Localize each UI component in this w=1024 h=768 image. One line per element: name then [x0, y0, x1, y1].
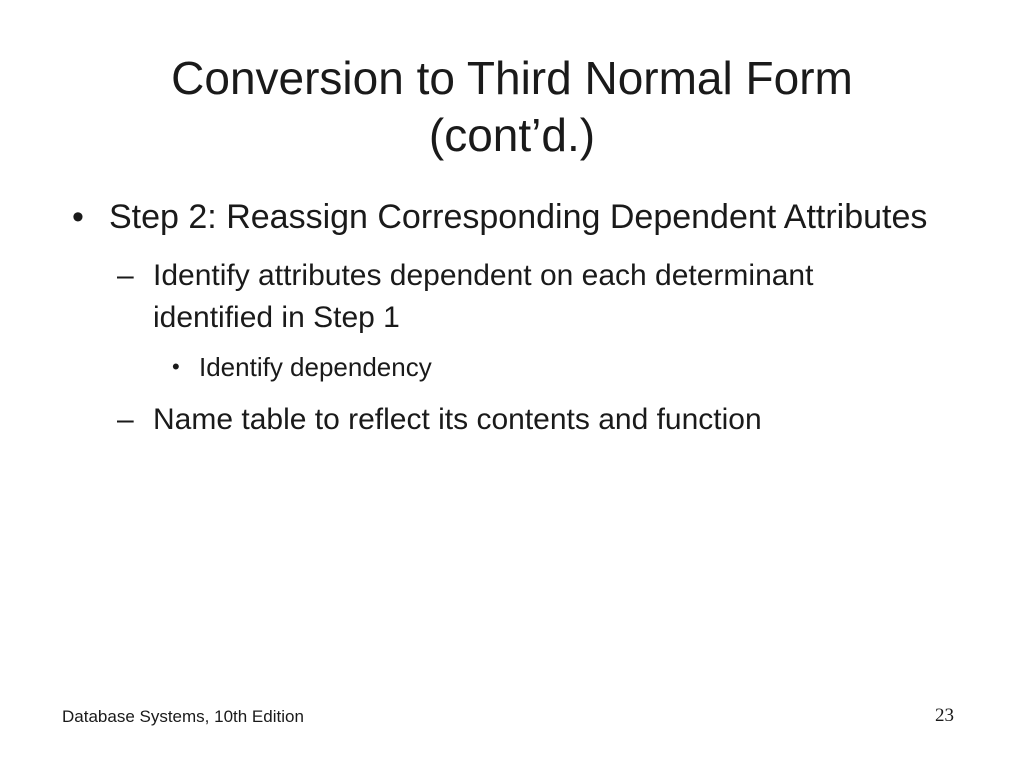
bullet-level-1 [72, 194, 929, 241]
bullet-text: Identify attributes dependent on each determinant identified in Step 1 [153, 259, 814, 334]
bullet-marker: • [172, 354, 180, 379]
bullet-level-3 [172, 349, 939, 385]
page-number: 23 [935, 705, 954, 726]
bullet-text: Name table to reflect its contents and function [153, 403, 762, 436]
dash-marker: – [117, 259, 134, 292]
bullet-text: Identify dependency [199, 352, 432, 382]
dash-marker: – [117, 403, 134, 436]
bullet-level-2 [117, 399, 933, 441]
slide-title-line-2: (cont’d.) [428, 109, 596, 161]
bullet-marker: • [72, 198, 84, 236]
bullet-text: Step 2: Reassign Corresponding Dependent Attributes [109, 198, 928, 236]
bullet-level-2 [117, 255, 933, 339]
footer-source: Database Systems, 10th Edition [62, 707, 304, 726]
slide-content [0, 194, 1024, 441]
slide-title [60, 50, 964, 164]
slide-title-line-1: Conversion to Third Normal Form [171, 52, 853, 104]
